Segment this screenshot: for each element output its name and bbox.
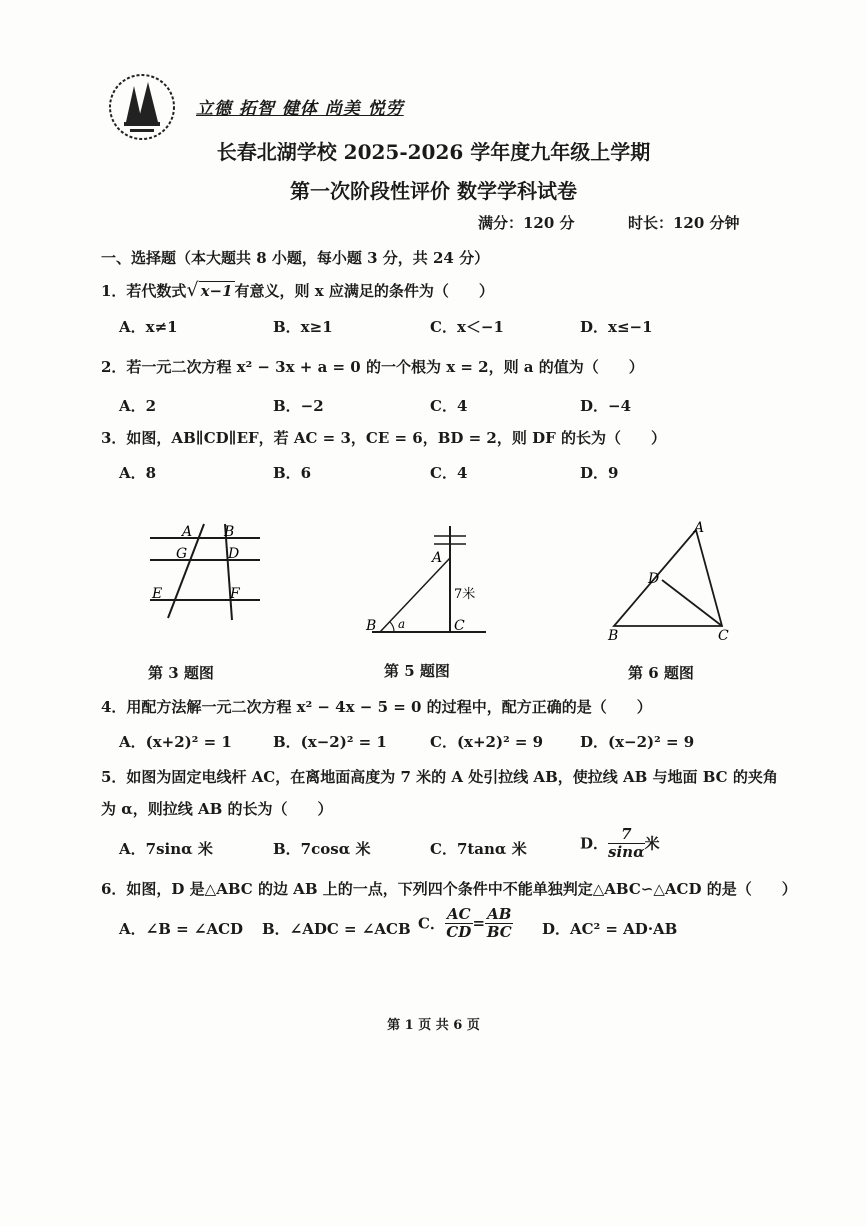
q6-option-b[interactable]: B．∠ADC = ∠ACB (262, 920, 411, 938)
q3-option-d[interactable]: D．9 (580, 464, 619, 482)
exam-duration: 时长：120 分钟 (628, 214, 740, 232)
question-4: 4．用配方法解一元二次方程 x² − 4x − 5 = 0 的过程中，配方正确的是（ ） (101, 698, 652, 716)
q5-option-d-prefix: D． (580, 834, 609, 853)
q3-option-b[interactable]: B．6 (273, 464, 312, 482)
q1-radicand: x−1 (200, 282, 233, 300)
full-score: 满分：120 分 (478, 214, 575, 232)
q2-option-b[interactable]: B．−2 (273, 397, 324, 415)
q2-option-d[interactable]: D．−4 (580, 397, 632, 415)
fig3-label-b: B (224, 524, 235, 540)
q6-option-c[interactable] (418, 906, 513, 940)
q1-option-a[interactable]: A．x≠1 (119, 318, 178, 336)
q2-option-a[interactable]: A．2 (119, 397, 157, 415)
school-motto: 立德 拓智 健体 尚美 悦劳 (196, 99, 404, 119)
q5-option-b[interactable]: B．7cosα 米 (273, 840, 371, 858)
fig6-triangle-abc (614, 530, 722, 626)
q5-d-denominator: sinα (608, 842, 645, 861)
fig5-label-b: B (366, 618, 377, 634)
q5-option-d-fraction (608, 826, 645, 860)
q5-d-numerator: 7 (608, 826, 645, 844)
page-footer: 第 1 页 共 6 页 (387, 1018, 480, 1033)
q1-option-b[interactable]: B．x≥1 (273, 318, 333, 336)
q1-stem-post: 有意义，则 x 应满足的条件为（ ） (234, 282, 494, 300)
question-6: 6．如图，D 是△ABC 的边 AB 上的一点，下列四个条件中不能单独判定△ABC∽△ACD 的是（ ） (101, 880, 797, 898)
q6-c-fraction-1 (445, 906, 473, 940)
fig6-label-c: C (718, 628, 729, 644)
q6-option-d[interactable]: D．AC² = AD·AB (542, 920, 678, 938)
q4-option-a[interactable]: A．(x+2)² = 1 (119, 733, 232, 751)
fig3-label-f: F (230, 586, 240, 602)
q2-option-c[interactable]: C．4 (430, 397, 468, 415)
fig6-segment-dc (662, 580, 722, 626)
q1-stem-pre: 1．若代数式 (101, 282, 187, 300)
q1-option-c[interactable]: C．x＜−1 (430, 318, 504, 336)
q6-c-numerator-1: AC (446, 905, 471, 923)
question-5-line1: 5．如图为固定电线杆 AC，在离地面高度为 7 米的 A 处引拉线 AB，使拉线 AB 与地面 BC 的夹角 (101, 768, 778, 786)
fig6-label-b: B (608, 628, 619, 644)
question-3: 3．如图，AB∥CD∥EF，若 AC = 3，CE = 6，BD = 2，则 DF 的长为（ ） (101, 429, 666, 447)
q5-option-d[interactable] (580, 826, 660, 860)
fig3-label-e: E (152, 586, 163, 602)
q5-option-d-unit: 米 (644, 834, 660, 853)
q3-option-a[interactable]: A．8 (119, 464, 157, 482)
figure-6 (602, 520, 742, 645)
q5-option-c[interactable]: C．7tanα 米 (430, 840, 527, 858)
fig5-label-height: 7米 (454, 587, 476, 602)
q4-option-d[interactable]: D．(x−2)² = 9 (580, 733, 695, 751)
q6-option-c-prefix: C． (418, 914, 445, 933)
q6-c-denominator-2: BC (486, 922, 512, 941)
figure-5 (362, 522, 492, 640)
q6-option-a[interactable]: A．∠B = ∠ACD (119, 920, 244, 938)
question-2: 2．若一元二次方程 x² − 3x + a = 0 的一个根为 x = 2，则 a 的值为（ ） (101, 358, 644, 376)
fig5-label-a: A (432, 550, 443, 566)
figure-3 (140, 518, 270, 628)
q6-c-fraction-2 (485, 906, 513, 940)
fig3-label-a: A (182, 524, 193, 540)
fig3-label-d: D (228, 546, 240, 562)
exam-title-line1: 长春北湖学校 2025-2026 学年度九年级上学期 (216, 140, 651, 164)
q5-option-a[interactable]: A．7sinα 米 (119, 840, 213, 858)
fig5-angle-arc (390, 622, 394, 632)
section-heading: 一、选择题（本大题共 8 小题，每小题 3 分，共 24 分） (101, 249, 490, 267)
q6-c-denominator-1: CD (446, 922, 472, 941)
q6-c-numerator-2: AB (487, 905, 512, 923)
fig6-label-d: D (648, 571, 660, 587)
fig5-label-c: C (454, 618, 465, 634)
q4-option-b[interactable]: B．(x−2)² = 1 (273, 733, 387, 751)
q1-option-d[interactable]: D．x≤−1 (580, 318, 653, 336)
exam-title-line2: 第一次阶段性评价 数学学科试卷 (290, 179, 577, 203)
fig3-label-g: G (176, 546, 188, 562)
question-1 (101, 279, 494, 301)
fig5-label-alpha: a (398, 617, 406, 631)
figure-6-caption: 第 6 题图 (628, 664, 694, 682)
fig6-label-a: A (694, 520, 705, 536)
q3-option-c[interactable]: C．4 (430, 464, 468, 482)
q6-c-equals: = (472, 914, 486, 932)
question-5-line2: 为 α，则拉线 AB 的长为（ ） (101, 800, 333, 818)
school-logo-icon (100, 72, 184, 142)
q4-option-c[interactable]: C．(x+2)² = 9 (430, 733, 544, 751)
figure-3-caption: 第 3 题图 (148, 664, 214, 682)
fig5-cable-ab (380, 558, 450, 632)
figure-5-caption: 第 5 题图 (384, 662, 450, 680)
sqrt-symbol: √ (186, 279, 199, 301)
